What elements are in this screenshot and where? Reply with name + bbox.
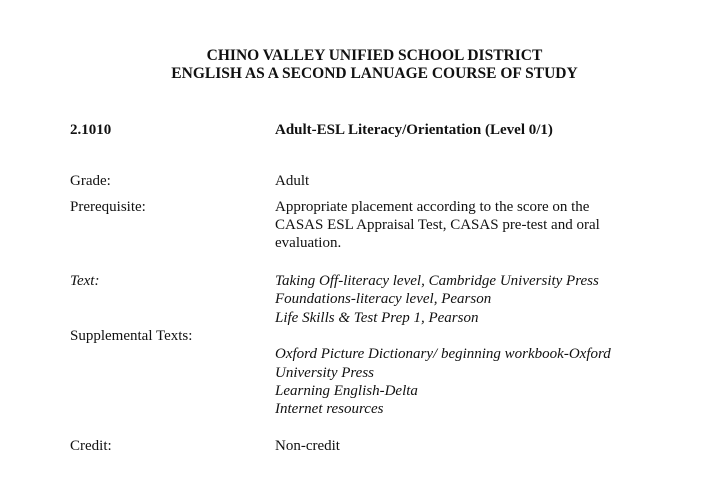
credit-label: Credit: [70, 438, 112, 454]
district-title: CHINO VALLEY UNIFIED SCHOOL DISTRICT [206, 47, 543, 64]
prerequisite-line: evaluation. [275, 235, 342, 251]
supplemental-line: University Press [275, 365, 375, 381]
text-line: Life Skills & Test Prep 1, Pearson [275, 310, 479, 326]
supplemental-line: Internet resources [275, 401, 384, 417]
prerequisite-line: Appropriate placement according to the score on the [275, 199, 590, 215]
prerequisite-label: Prerequisite: [70, 199, 146, 215]
supplemental-label: Supplemental Texts: [70, 328, 193, 344]
course-of-study-title: ENGLISH AS A SECOND LANUAGE COURSE OF STUDY [171, 65, 578, 82]
supplemental-line: Oxford Picture Dictionary/ beginning workbook-Oxford [275, 346, 611, 362]
prerequisite-line: CASAS ESL Appraisal Test, CASAS pre-test and oral [275, 217, 600, 233]
credit-value: Non-credit [275, 438, 340, 454]
course-number: 2.1010 [70, 122, 112, 138]
supplemental-line: Learning English-Delta [275, 383, 418, 399]
grade-label: Grade: [70, 173, 111, 189]
course-title: Adult-ESL Literacy/Orientation (Level 0/1) [275, 122, 553, 138]
text-line: Taking Off-literacy level, Cambridge University Press [275, 273, 599, 289]
text-label: Text: [70, 273, 100, 289]
grade-value: Adult [275, 173, 310, 189]
text-line: Foundations-literacy level, Pearson [275, 291, 492, 307]
